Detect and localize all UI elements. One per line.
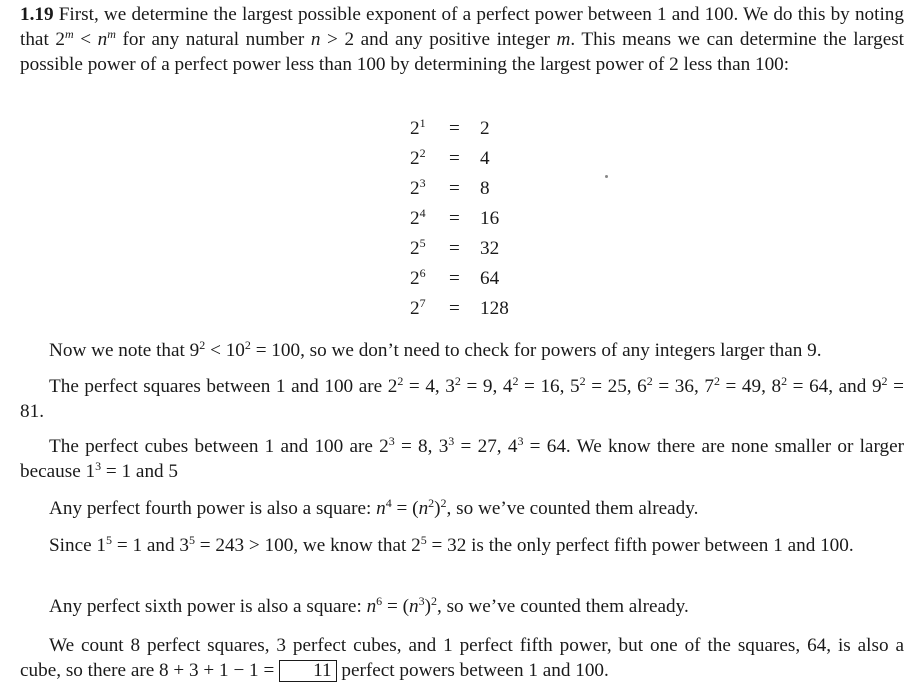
fourth-power-paragraph: Any perfect fourth power is also a square: $n^4 = (n^2)^2$, so we’ve counted them already. bbox=[49, 496, 699, 519]
speck-mark bbox=[605, 175, 608, 178]
intro-paragraph: 1.19 First, we determine the largest possible exponent of a perfect power between 1 and 100. We do this by noting that $2^m < n^m$ for any natural number n > 2 and any positive integer m. This means we can determine the largest possible power of a perfect power less than 100 by determining the largest power of 2 less than 100: bbox=[20, 4, 905, 75]
table-row: $2^6$ = 64 bbox=[410, 266, 500, 289]
bound-paragraph: Now we note that $9^2 < 10^2 = 100$, so we don’t need to check for powers of any integers larger than 9. bbox=[49, 338, 822, 361]
table-row: $2^1$ = 2 bbox=[410, 116, 490, 139]
table-row: $2^2$ = 4 bbox=[410, 146, 490, 169]
sixth-power-paragraph: Any perfect sixth power is also a square: $n^6 = (n^3)^2$, so we’ve counted them already. bbox=[49, 594, 689, 617]
squares-paragraph: The perfect squares between 1 and 100 are $2^2 = 4$, $3^2 = 9$, $4^2 = 16$, $5^2 = 25$, $6^2 = 36$, $7^2 = 49$, $8^2 = 64$, and $9^2 = 81$. bbox=[20, 374, 904, 422]
boxed-answer: 11 bbox=[279, 660, 336, 682]
fifth-power-paragraph: Since $1^5 = 1$ and $3^5 = 243 > 100$, we know that $2^5 = 32$ is the only perfect fifth power between 1 and 100. bbox=[49, 533, 854, 556]
cubes-paragraph: The perfect cubes between 1 and 100 are $2^3 = 8$, $3^3 = 27$, $4^3 = 64$. We know there are none smaller or larger because $1^3 = 1$ and 5 bbox=[20, 434, 904, 482]
table-row: $2^5$ = 32 bbox=[410, 236, 500, 259]
problem-number: 1.19 bbox=[20, 4, 54, 25]
table-row: $2^7$ = 128 bbox=[410, 296, 509, 319]
table-row: $2^4$ = 16 bbox=[410, 206, 500, 229]
table-row: $2^3$ = 8 bbox=[410, 176, 490, 199]
count-paragraph: We count 8 perfect squares, 3 perfect cubes, and 1 perfect fifth power, but one of the squares, 64, is also a cube, so there are 8 + 3 + 1 − 1 = 11 perfect powers between 1 and 100. bbox=[20, 635, 904, 681]
